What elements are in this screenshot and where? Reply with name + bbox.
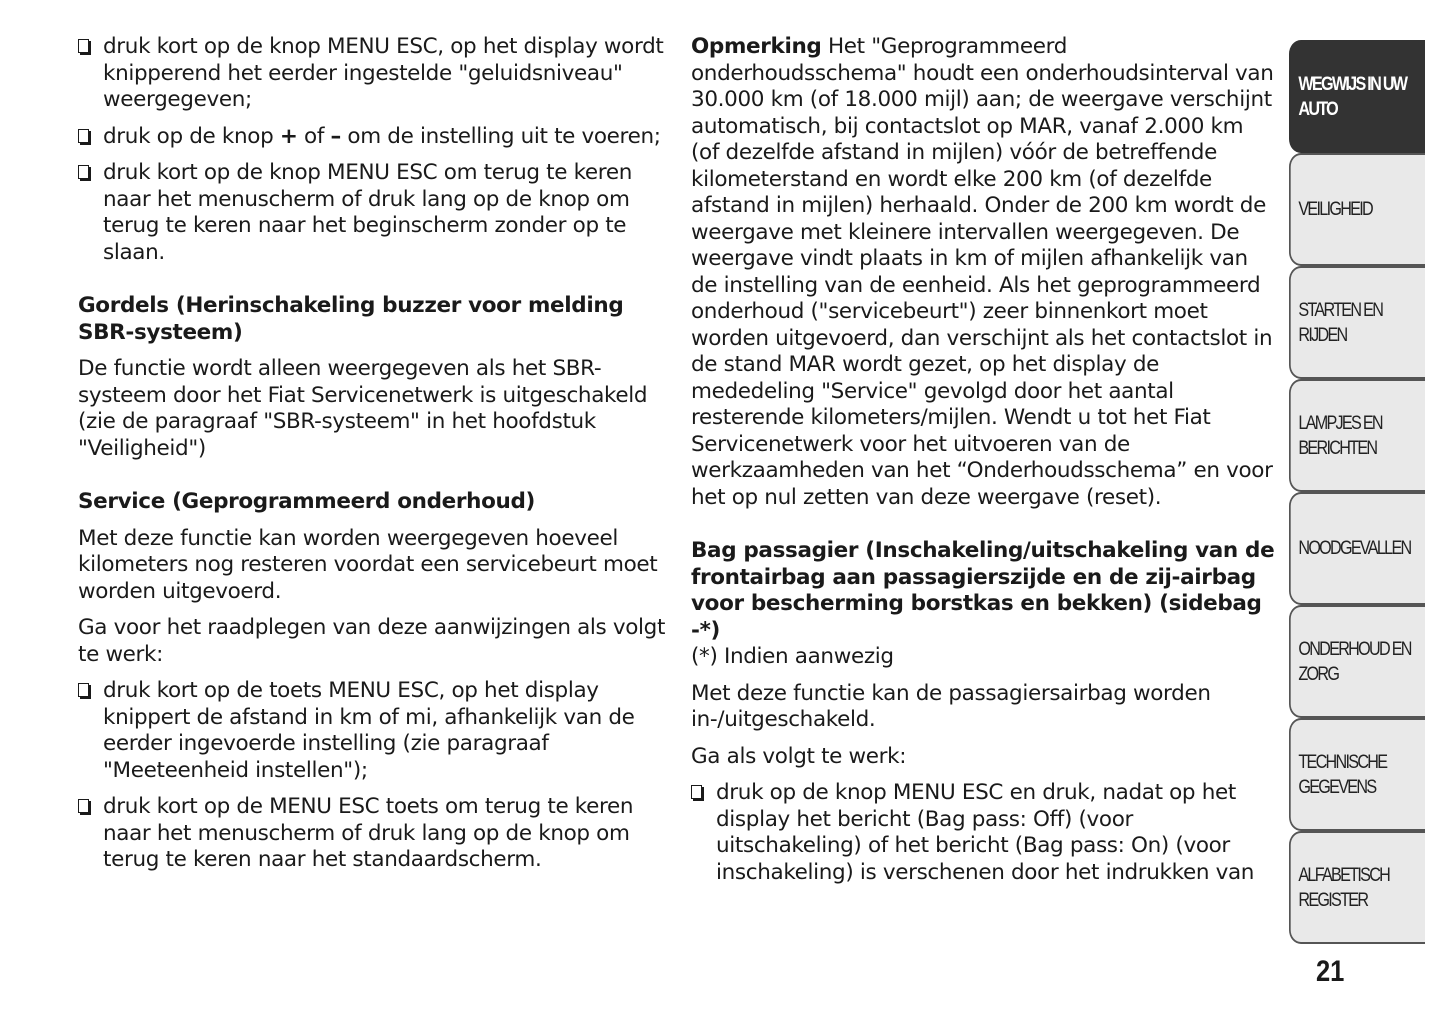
tab-noodgevallen[interactable]: NOODGEVALLEN xyxy=(1289,492,1425,605)
paragraph: Met deze functie kan worden weergegeven hoeveel kilometers nog resteren voordat een servicebeurt moet worden uitgevoerd. xyxy=(78,525,658,604)
checkbox-bullet-icon xyxy=(78,165,89,179)
tab-wegwijs-in-uw-auto[interactable]: WEGWIJS IN UW AUTO xyxy=(1289,40,1425,153)
tab-onderhoud-en-zorg[interactable]: ONDERHOUD EN ZORG xyxy=(1289,605,1425,718)
list-item: druk op de knop + of – om de instelling uit te voeren; xyxy=(78,124,666,151)
section-heading-bag-passagier: Bag passagier (Inschakeling/uitschakeling van de frontairbag aan passagierszijde en de zij-airbag voor bescherming borstkas en bekken) (sidebag -*) xyxy=(691,538,1275,643)
checkbox-bullet-icon xyxy=(78,129,89,143)
note-paragraph: Opmerking Het "Geprogrammeerd onderhoudsschema" houdt een onderhoudsinterval van 30.000 km (of 18.000 mijl) aan; de weergave verschijnt automatisch, bij contactslot op MAR, vanaf 2.000 km (of dezelfde afstand in mijlen) vóór de betreffende kilometerstand en wordt elke 200 km (of dezelfde afstand in mijlen) herhaald. Onder de 200 km wordt de weergave met kleinere intervallen weergegeven. De weergave vindt plaats in km of mijlen afhankelijk van de instelling van de eenheid. Als het geprogrammeerd onderhoud ("servicebeurt") zeer binnenkort moet worden uitgevoerd, dan verschijnt als het contactslot in de stand MAR wordt gezet, op het display de mededeling "Service" gevolgd door het aantal resterende kilometers/mijlen. Wendt u tot het Fiat Servicenetwerk voor het uitvoeren van de werkzaamheden van het “Onderhoudsschema” en voor het op nul zetten van deze weergave (reset). xyxy=(691,34,1274,510)
footnote: (*) Indien aanwezig xyxy=(691,644,894,669)
tab-veiligheid[interactable]: VEILIGHEID xyxy=(1289,153,1425,266)
paragraph: Ga als volgt te werk: xyxy=(691,743,907,769)
page-number: 21 xyxy=(1316,955,1345,988)
checkbox-bullet-icon xyxy=(78,39,89,53)
list-item: druk kort op de toets MENU ESC, op het display knippert de afstand in km of mi, afhankelijk van de eerder ingevoerde instelling (zie paragraaf "Meeteenheid instellen"); xyxy=(78,678,666,784)
paragraph: Met deze functie kan de passagiersairbag worden in-/uitgeschakeld. xyxy=(691,680,1211,732)
section-heading-gordels: Gordels (Herinschakeling buzzer voor melding SBR-systeem) xyxy=(78,293,624,345)
paragraph: Ga voor het raadplegen van deze aanwijzingen als volgt te werk: xyxy=(78,615,666,667)
list-item: druk kort op de MENU ESC toets om terug te keren naar het menuscherm of druk lang op de knop om terug te keren naar het standaardscherm. xyxy=(78,794,666,874)
list-item: druk op de knop MENU ESC en druk, nadat op het display het bericht (Bag pass: Off) (voor uitschakeling) of het bericht (Bag pass: On) (voor inschakeling) is verschenen door het indrukken van xyxy=(691,780,1276,886)
paragraph: De functie wordt alleen weergegeven als het SBR-systeem door het Fiat Servicenetwerk is uitgeschakeld (zie de paragraaf "SBR-systeem" in het hoofdstuk "Veiligheid") xyxy=(78,356,648,461)
note-label: Opmerking xyxy=(691,34,822,59)
tab-starten-en-rijden[interactable]: STARTEN EN RIJDEN xyxy=(1289,266,1425,379)
list-item: druk kort op de knop MENU ESC, op het display wordt knipperend het eerder ingestelde "geluidsniveau" weergegeven; xyxy=(78,34,666,114)
tab-lampjes-en-berichten[interactable]: LAMPJES EN BERICHTEN xyxy=(1289,379,1425,492)
middle-column xyxy=(691,34,1276,886)
left-column xyxy=(78,34,666,874)
list-item: druk kort op de knop MENU ESC om terug te keren naar het menuscherm of druk lang op de knop om terug te keren naar het beginscherm zonder op te slaan. xyxy=(78,160,666,266)
checkbox-bullet-icon xyxy=(691,785,702,799)
section-heading-service: Service (Geprogrammeerd onderhoud) xyxy=(78,489,535,514)
tab-technische-gegevens[interactable]: TECHNISCHE GEGEVENS xyxy=(1289,718,1425,831)
tab-alfabetisch-register[interactable]: ALFABETISCH REGISTER xyxy=(1289,831,1425,944)
checkbox-bullet-icon xyxy=(78,683,89,697)
checkbox-bullet-icon xyxy=(78,799,89,813)
